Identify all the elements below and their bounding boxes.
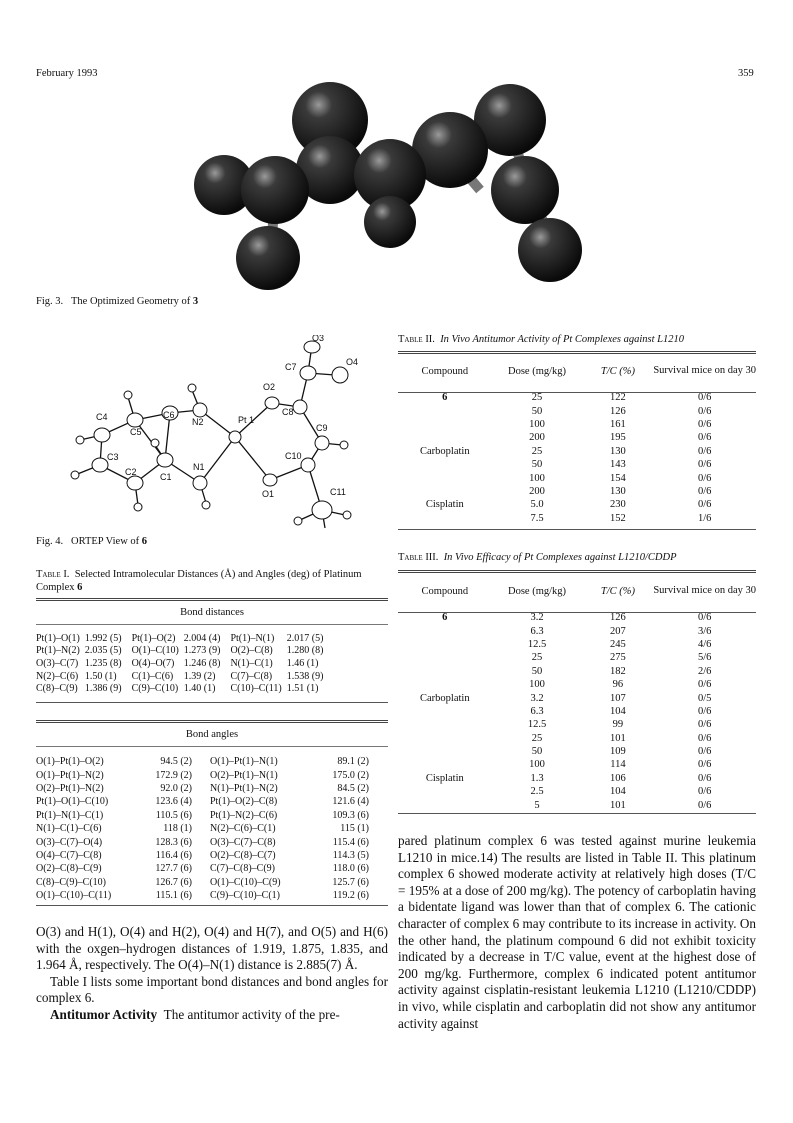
table-cell: 130: [610, 485, 626, 497]
table-row: [34, 657, 331, 670]
table-cell: O(4)–O(7): [131, 657, 175, 669]
table1-angles-header: Bond angles: [185, 729, 239, 740]
table-cell: 1.235 (8): [84, 657, 122, 669]
table-cell: Pt(1)–O(1)–C(10): [36, 796, 109, 808]
table-cell: 2.5: [530, 786, 544, 798]
paragraph: O(3) and H(1), O(4) and H(2), O(4) and H(7), and O(5) and H(6) with the oxgen–hydrogen distances of 1.919, 1.875, 1.835, and 1.964 Å, respectively. The O(4)–N(1) distance is 2.885(7) Å.: [36, 924, 388, 973]
table-cell: 1.39 (2): [183, 670, 216, 682]
fig3-atoms: [194, 82, 582, 290]
column-header: Compound: [421, 365, 469, 377]
table-cell: 0/6: [697, 459, 712, 471]
table3-caption: Table III. In Vivo Efficacy of Pt Complexes against L1210/CDDP: [398, 552, 677, 563]
table-cell: 2/6: [697, 665, 712, 677]
table-row: [398, 772, 756, 785]
table-cell: 116.4 (6): [155, 849, 192, 861]
table3-top-rule: [398, 570, 756, 573]
table-cell: 0/6: [697, 405, 712, 417]
table-row: [398, 732, 756, 745]
table-cell: 0/6: [697, 612, 712, 624]
table-header-row: [398, 577, 756, 605]
table-cell: N(1)–C(1)–C(6): [36, 823, 102, 835]
table-row: [34, 632, 331, 645]
table-cell: 275: [610, 652, 626, 664]
table-cell: O(3)–C(7)–C(8): [210, 836, 276, 848]
table-cell: [398, 705, 492, 718]
table-row: [34, 889, 371, 902]
table-row: [398, 624, 756, 637]
svg-text:C6: C6: [163, 410, 175, 420]
table-cell: 115.4 (6): [332, 836, 369, 848]
table-cell: [398, 471, 492, 484]
table-row: [34, 768, 371, 781]
table-cell: 0/6: [697, 705, 712, 717]
table1-angles-top-rule: [36, 720, 388, 723]
running-header-left: February 1993: [36, 68, 98, 79]
page-number: 359: [738, 68, 754, 79]
table-cell: O(2)–Pt(1)–N(2): [36, 782, 104, 794]
table-row: [398, 498, 756, 511]
svg-text:C10: C10: [285, 451, 302, 461]
table-cell: 0/6: [697, 786, 712, 798]
table-cell: 0/6: [697, 432, 712, 444]
table-cell: 126.7 (6): [155, 876, 192, 888]
table2: [398, 357, 756, 525]
table-cell: 122: [610, 392, 626, 404]
table-cell: [398, 665, 492, 678]
table-cell: 100: [529, 418, 545, 430]
paragraph: Table I lists some important bond distances and bond angles for complex 6.: [36, 973, 388, 1006]
table-cell: 1.46 (1): [286, 657, 319, 669]
svg-text:C3: C3: [107, 452, 119, 462]
table-row: [398, 445, 756, 458]
atom-sphere: [364, 196, 416, 248]
table1-distances-header: Bond distances: [180, 607, 244, 618]
table-cell: 12.5: [527, 719, 547, 731]
svg-text:C9: C9: [316, 423, 328, 433]
atom-sphere: [518, 218, 582, 282]
table-cell: 25: [531, 445, 543, 457]
table-row: [34, 876, 371, 889]
table-row: [398, 651, 756, 664]
table-row: [34, 755, 371, 768]
table-cell: 1/6: [697, 512, 712, 524]
table-row: [398, 431, 756, 444]
table-cell: Pt(1)–O(2): [131, 632, 176, 644]
fig3-molecule-model: [180, 80, 600, 295]
table-cell: N(1)–C(1): [230, 657, 273, 669]
table-cell: 50: [531, 459, 543, 471]
table-cell: 25: [531, 732, 543, 744]
table-row: [34, 782, 371, 795]
table-row: [34, 862, 371, 875]
table-cell: N(2)–C(6): [36, 670, 79, 682]
table-cell: 0/6: [697, 418, 712, 430]
table-cell: 89.1 (2): [337, 756, 369, 768]
table-cell: 0/6: [697, 772, 712, 784]
table-cell: 3.2: [530, 692, 544, 704]
table-cell: 2.017 (5): [286, 632, 324, 644]
table-cell: 0/6: [697, 499, 712, 511]
paragraph: pared platinum complex 6 was tested against murine leukemia L1210 in mice.14) The results are listed in Table II. This platinum complex 6 showed moderate activity at relatively high doses (T/C = 195% at a dose of 200 mg/kg). The potency of carboplatin having a bidentate ligand was lower than that of complex 6. The cationic character of complex 6 may contribute to its increase in activity. On the other hand, the platinum compound 6 did not exhibit toxicity indicated by a decrease in T/C value, event at the highest dose of 200 mg/kg. Furthermore, complex 6 indicated potent antitumor activity against cisplatin-resistant leukemia L1210 (L1210/CDDP) in vivo, while cisplatin and carboplatin did not show any antitumor activity against: [398, 833, 757, 1031]
table-cell: C(8)–C(9)–C(10): [36, 876, 106, 888]
table-cell: O(1)–Pt(1)–O(2): [36, 756, 104, 768]
table-cell: 1.280 (8): [286, 645, 324, 657]
table-cell: O(2)–C(8): [230, 645, 273, 657]
table-cell: [398, 485, 492, 498]
svg-text:N2: N2: [192, 417, 204, 427]
table-cell: 99: [612, 719, 624, 731]
table-cell: 1.40 (1): [183, 683, 216, 695]
table-cell: [398, 718, 492, 731]
left-column-text: [36, 924, 388, 1024]
svg-text:N1: N1: [193, 462, 205, 472]
table-cell: O(1)–C(10)–C(9): [210, 876, 281, 888]
table-cell: 115.1 (6): [155, 890, 192, 902]
table-cell: 121.6 (4): [332, 796, 369, 808]
table-cell: O(2)–Pt(1)–N(1): [210, 769, 278, 781]
table-cell: 115 (1): [340, 823, 369, 835]
table-cell: 2.004 (4): [183, 632, 221, 644]
table-cell: 0/6: [697, 392, 712, 404]
table-row: [34, 835, 371, 848]
table-cell: [398, 404, 492, 417]
fig3-caption: Fig. 3. The Optimized Geometry of 3: [36, 296, 199, 307]
table-cell: [398, 732, 492, 745]
table-cell: 107: [610, 692, 626, 704]
table-cell: [398, 785, 492, 798]
table-cell: 94.5 (2): [160, 756, 192, 768]
svg-text:C5: C5: [130, 427, 142, 437]
table2-header-rule: [398, 392, 756, 393]
table-row: [398, 691, 756, 704]
table-cell: 0/6: [697, 485, 712, 497]
table-cell: 200: [529, 485, 545, 497]
table-cell: 6.3: [530, 625, 544, 637]
table-cell: 100: [529, 679, 545, 691]
table-cell: 161: [610, 418, 626, 430]
svg-text:C4: C4: [96, 412, 108, 422]
table-cell: 126: [610, 612, 626, 624]
table1-angles: [34, 755, 371, 902]
table-cell: 118.0 (6): [332, 863, 369, 875]
table-cell: Pt(1)–N(2)–C(6): [210, 809, 278, 821]
table-row: [34, 795, 371, 808]
column-header: Dose (mg/kg): [508, 365, 567, 377]
table-cell: 2.035 (5): [84, 645, 122, 657]
column-header: Survival mice on day 30: [653, 365, 756, 376]
table-row: [398, 705, 756, 718]
table-cell: C(10)–C(11): [230, 683, 282, 695]
table-cell: 25: [531, 392, 543, 404]
table-cell: O(3)–C(7): [36, 657, 79, 669]
table-cell: 0/6: [697, 732, 712, 744]
table-cell: Carboplatin: [420, 692, 470, 704]
column-header: T/C (%): [600, 365, 635, 377]
table-cell: C(1)–C(6): [131, 670, 174, 682]
atom-sphere: [241, 156, 309, 224]
table-cell: 6.3: [530, 705, 544, 717]
table-cell: 50: [531, 665, 543, 677]
table-cell: O(2)–C(8)–C(7): [210, 849, 276, 861]
table-cell: O(3)–C(7)–O(4): [36, 836, 103, 848]
table-row: [34, 645, 331, 658]
column-header: Compound: [421, 585, 469, 597]
table-cell: C(7)–C(8): [230, 670, 273, 682]
table-row: [398, 458, 756, 471]
table-cell: N(1)–Pt(1)–N(2): [210, 782, 278, 794]
table-cell: 245: [610, 638, 626, 650]
table-cell: O(4)–C(7)–C(8): [36, 849, 102, 861]
table-row: [398, 418, 756, 431]
table-cell: [398, 758, 492, 771]
table1-rule: [36, 746, 388, 747]
table1-caption: Table I. Selected Intramolecular Distances (Å) and Angles (deg) of Platinum Complex 6: [36, 569, 362, 593]
table-cell: 109.3 (6): [332, 809, 369, 821]
table-cell: Pt(1)–N(1): [230, 632, 275, 644]
table1-rule: [36, 702, 388, 703]
table-cell: 0/6: [697, 746, 712, 758]
table-cell: 5/6: [697, 652, 712, 664]
table-cell: 154: [610, 472, 626, 484]
table-row: [398, 798, 756, 811]
table-row: [398, 611, 756, 624]
table-cell: 1.50 (1): [84, 670, 117, 682]
table-row: [398, 404, 756, 417]
table-cell: 5: [534, 799, 540, 811]
table-row: [34, 809, 371, 822]
table-row: [398, 638, 756, 651]
table-cell: 0/6: [697, 472, 712, 484]
table-cell: O(1)–Pt(1)–N(1): [210, 756, 278, 768]
fig4-atoms: [71, 341, 351, 525]
table-cell: 0/6: [697, 445, 712, 457]
table-cell: 125.7 (6): [332, 876, 369, 888]
table-row: [398, 758, 756, 771]
table1-distances: [34, 632, 331, 695]
table-row: [398, 718, 756, 731]
table-cell: 200: [529, 432, 545, 444]
table-cell: 152: [610, 512, 626, 524]
table-cell: 0/6: [697, 799, 712, 811]
table-cell: 126: [610, 405, 626, 417]
table-cell: Carboplatin: [420, 445, 470, 457]
table-cell: 130: [610, 445, 626, 457]
table-cell: 4/6: [697, 638, 712, 650]
table-cell: 100: [529, 472, 545, 484]
table-cell: 118 (1): [163, 823, 192, 835]
table-cell: 101: [610, 732, 626, 744]
column-header: Dose (mg/kg): [508, 585, 567, 597]
table-cell: Cisplatin: [425, 499, 464, 511]
table-cell: 101: [610, 799, 626, 811]
table-cell: 84.5 (2): [337, 782, 369, 794]
table-cell: 6: [442, 392, 448, 404]
table-cell: C(9)–C(10): [131, 683, 179, 695]
table-cell: 128.3 (6): [155, 836, 192, 848]
table-row: [398, 391, 756, 404]
table2-top-rule: [398, 351, 756, 354]
svg-text:C2: C2: [125, 467, 137, 477]
table-cell: 1.51 (1): [286, 683, 319, 695]
atom-sphere: [236, 226, 300, 290]
table-cell: N(2)–C(6)–C(1): [210, 823, 276, 835]
table-cell: 143: [610, 459, 626, 471]
table-cell: 172.9 (2): [155, 769, 192, 781]
table-cell: 207: [610, 625, 626, 637]
table-row: [34, 670, 331, 683]
table-cell: 119.2 (6): [332, 890, 369, 902]
table-row: [398, 745, 756, 758]
table-cell: 104: [610, 786, 626, 798]
table-cell: [398, 624, 492, 637]
table-cell: 96: [612, 679, 624, 691]
table-cell: 110.5 (6): [155, 809, 192, 821]
table1-bottom-rule: [36, 905, 388, 906]
svg-text:C8: C8: [282, 407, 294, 417]
table-row: [34, 849, 371, 862]
table-cell: 230: [610, 499, 626, 511]
svg-text:C1: C1: [160, 472, 172, 482]
table-cell: 104: [610, 705, 626, 717]
table-cell: 114: [610, 759, 626, 771]
table2-caption: Table II. In Vivo Antitumor Activity of Pt Complexes against L1210: [398, 334, 684, 345]
table-row: [398, 785, 756, 798]
table-cell: Pt(1)–N(1)–C(1): [36, 809, 104, 821]
svg-text:C11: C11: [330, 487, 346, 497]
table-cell: C(9)–C(10)–C(1): [210, 890, 280, 902]
table-cell: 195: [610, 432, 626, 444]
table-cell: 106: [610, 772, 626, 784]
table-cell: 114.3 (5): [332, 849, 369, 861]
table-cell: 182: [610, 665, 626, 677]
table-cell: 1.246 (8): [183, 657, 221, 669]
table-cell: 1.386 (9): [84, 683, 122, 695]
column-header: Survival mice on day 30: [653, 585, 756, 596]
table-cell: 123.6 (4): [155, 796, 192, 808]
table-header-row: [398, 357, 756, 385]
table-cell: O(1)–C(10): [131, 645, 179, 657]
table2-bottom-rule: [398, 529, 756, 530]
table-cell: 1.273 (9): [183, 645, 221, 657]
table-cell: O(1)–C(10)–C(11): [36, 890, 112, 902]
table-row: [398, 512, 756, 525]
table-row: [398, 678, 756, 691]
table-cell: 109: [610, 746, 626, 758]
table-cell: [398, 678, 492, 691]
table3-bottom-rule: [398, 813, 756, 814]
column-header: T/C (%): [600, 585, 635, 597]
table-cell: Pt(1)–O(1): [36, 632, 80, 644]
table-cell: O(2)–C(8)–C(9): [36, 863, 102, 875]
table-cell: Pt(1)–N(2): [36, 645, 80, 657]
table-cell: C(7)–C(8)–C(9): [210, 863, 275, 875]
svg-text:O2: O2: [263, 382, 276, 392]
svg-text:O1: O1: [262, 489, 275, 499]
table-cell: 7.5: [530, 512, 544, 524]
table-cell: 50: [531, 746, 543, 758]
paragraph: Antitumor Activity The antitumor activity of the pre-: [50, 1006, 340, 1022]
table-cell: 1.3: [530, 772, 544, 784]
table-cell: Cisplatin: [425, 772, 464, 784]
table-cell: 127.7 (6): [155, 863, 192, 875]
table-row: [398, 665, 756, 678]
table-cell: 3.2: [530, 612, 544, 624]
table-cell: 6: [442, 612, 448, 624]
table1-top-rule: [36, 598, 388, 601]
fig4-caption: Fig. 4. ORTEP View of 6: [36, 536, 148, 547]
svg-text:O4: O4: [346, 357, 359, 367]
table-cell: [398, 745, 492, 758]
svg-text:O3: O3: [312, 335, 325, 343]
right-column-text: [398, 833, 756, 1032]
table-row: [34, 682, 331, 695]
table-cell: [398, 638, 492, 651]
table-row: [398, 471, 756, 484]
fig4-ortep-diagram: [60, 335, 380, 530]
table-cell: 0/6: [697, 679, 712, 691]
table-cell: 92.0 (2): [160, 782, 192, 794]
table-cell: 100: [529, 759, 545, 771]
table-cell: 25: [531, 652, 543, 664]
table-cell: 1.538 (9): [286, 670, 324, 682]
table-row: [34, 822, 371, 835]
table-row: [398, 485, 756, 498]
svg-text:C7: C7: [285, 362, 297, 372]
table-cell: [398, 798, 492, 811]
table-cell: O(1)–Pt(1)–N(2): [36, 769, 104, 781]
svg-text:Pt 1: Pt 1: [238, 415, 255, 425]
table-cell: [398, 431, 492, 444]
table-cell: [398, 458, 492, 471]
table-cell: 12.5: [527, 638, 547, 650]
table-cell: [398, 512, 492, 525]
atom-sphere: [491, 156, 559, 224]
table-cell: 5.0: [530, 499, 544, 511]
table-cell: 175.0 (2): [332, 769, 369, 781]
table-cell: Pt(1)–O(2)–C(8): [210, 796, 278, 808]
table3-header-rule: [398, 612, 756, 613]
table1-rule: [36, 624, 388, 625]
table-cell: 50: [531, 405, 543, 417]
table-cell: 1.992 (5): [84, 632, 122, 644]
table-cell: 0/6: [697, 719, 712, 731]
table-cell: [398, 418, 492, 431]
table-cell: C(8)–C(9): [36, 683, 78, 695]
table-cell: 3/6: [697, 625, 712, 637]
table-cell: 0/5: [697, 692, 712, 704]
table-cell: 0/6: [697, 759, 712, 771]
table-cell: [398, 651, 492, 664]
